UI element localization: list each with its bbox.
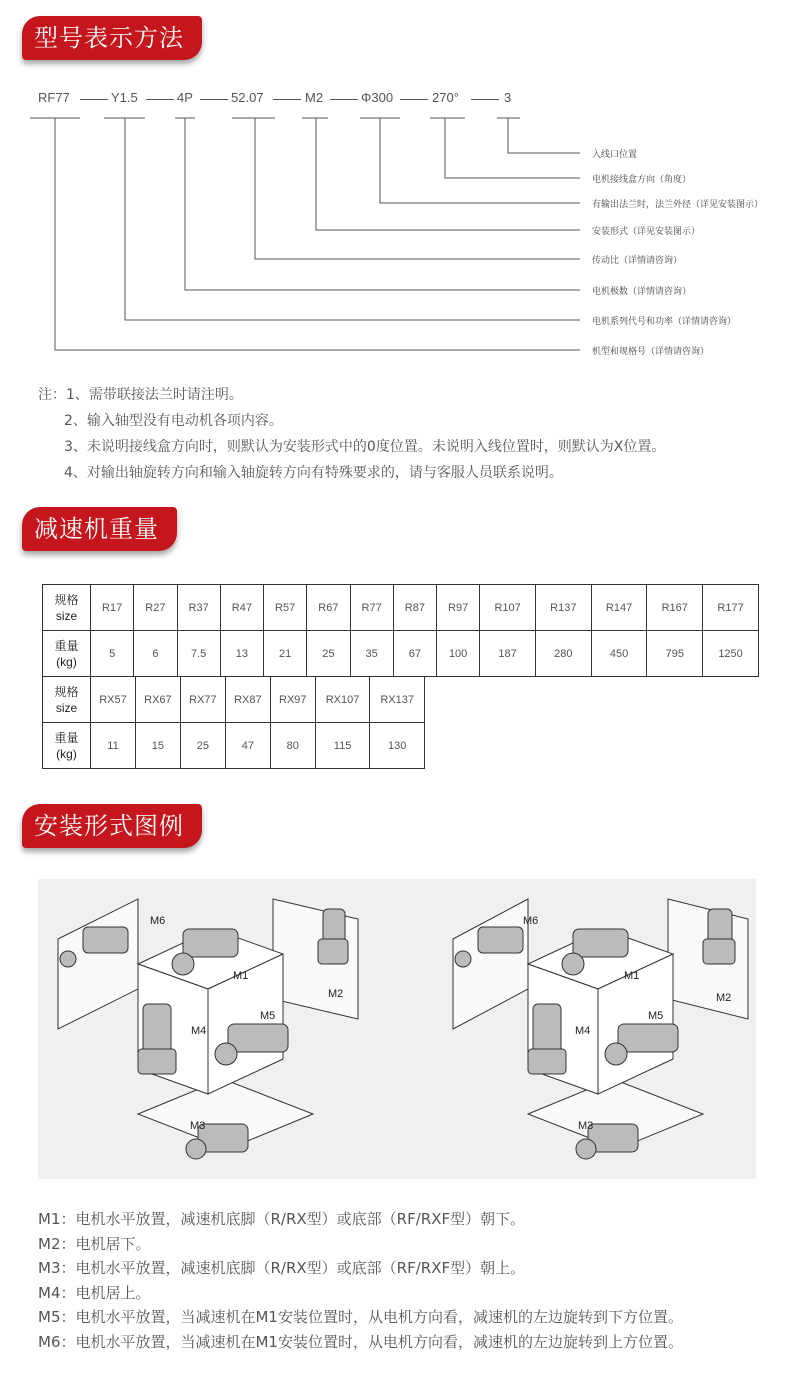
code-part-model: RF77 [38,90,70,105]
note-line: 4、对输出轴旋转方向和输入轴旋转方向有特殊要求的，请与客服人员联系说明。 [64,465,563,481]
size-cell: RX97 [270,677,315,723]
size-cell: R97 [437,585,480,631]
weight-cell: 100 [437,631,480,677]
mount-label-m6-right: M6 [523,915,539,927]
weight-header-en: (kg) [56,654,77,669]
weight-cell: 130 [370,723,425,769]
weight-cell: 80 [270,723,315,769]
weight-cell: 25 [307,631,350,677]
size-cell: R37 [177,585,220,631]
weight-header [43,723,91,769]
mount-label-m2-left: M2 [328,988,344,1000]
weight-cell: 11 [91,723,136,769]
install-illustration-panel [38,879,756,1179]
size-cell: R147 [591,585,647,631]
diagram-label-cable-entry: 入线口位置 [592,150,638,160]
mount-label-m4-left: M4 [191,1025,207,1037]
size-cell: R47 [220,585,263,631]
code-part-terminal-box: 270° [432,90,459,105]
mount-label-m6-left: M6 [150,915,166,927]
note-line: 2、输入轴型没有电动机各项内容。 [64,413,283,429]
section-title-model-code: 型号表示方法 [22,16,202,60]
diagram-label-motor-series: 电机系列代号和功率（详情请咨询） [592,317,737,327]
mount-note: M3：电机水平放置，减速机底脚（R/RX型）或底部（RF/RXF型）朝上。 [38,1259,526,1277]
weight-cell: 21 [264,631,307,677]
mount-label-m2-right: M2 [716,992,732,1004]
mount-label-m1-right: M1 [624,970,640,982]
weight-cell: 795 [647,631,703,677]
weight-row-1 [43,631,759,677]
size-cell: RX57 [91,677,136,723]
weight-cell: 115 [315,723,370,769]
mount-label-m5-right: M5 [648,1010,664,1022]
notes-block [38,382,665,486]
note-line: 注：1、需带联接法兰时请注明。 [38,387,243,403]
weight-header-cn: 重量 [54,730,79,745]
size-cell: R57 [264,585,307,631]
code-part-mounting: M2 [305,90,324,105]
weight-cell: 1250 [703,631,759,677]
weight-cell: 7.5 [177,631,220,677]
size-row-1 [43,585,759,631]
weight-table-rx [42,676,425,769]
diagram-label-poles: 电机极数（详情请咨询） [592,287,692,297]
mount-note: M4：电机居上。 [38,1283,151,1302]
size-header-cn: 规格 [54,592,79,607]
mount-label-m5-left: M5 [260,1010,276,1022]
code-part-cable-entry: 3 [504,90,512,105]
size-cell: R167 [647,585,703,631]
cube-left [58,899,358,1159]
size-cell: R27 [134,585,177,631]
diagram-label-mounting: 安装形式（详见安装图示） [592,227,701,237]
mount-note: M2：电机居下。 [38,1234,151,1253]
mount-label-m3-right: M3 [578,1120,594,1132]
size-cell: RX137 [370,677,425,723]
weight-cell: 13 [220,631,263,677]
size-cell: R177 [703,585,759,631]
code-part-poles: 4P [177,90,193,105]
size-header [43,677,91,723]
cube-right [453,899,748,1159]
weight-header-cn: 重量 [54,638,79,653]
size-header-en: size [55,608,78,623]
weight-cell: 25 [180,723,225,769]
diagram-label-flange: 有输出法兰时，法兰外径（详见安装图示） [592,200,764,210]
diagram-label-ratio: 传动比（详情请咨询） [592,256,683,266]
weight-cell: 187 [480,631,536,677]
weight-table [42,584,759,677]
code-part-ratio: 52.07 [231,90,264,105]
weight-cell: 47 [225,723,270,769]
code-part-flange: Φ300 [361,90,394,105]
note-line: 3、未说明接线盒方向时，则默认为安装形式中的0度位置。未说明入线位置时，则默认为X位置。 [64,439,666,455]
size-cell: R137 [535,585,591,631]
diagram-label-terminal-box: 电机接线盒方向（角度） [592,175,692,185]
weight-cell: 6 [134,631,177,677]
weight-cell: 5 [91,631,134,677]
size-cell: RX77 [180,677,225,723]
size-cell: RX107 [315,677,370,723]
weight-row-2 [43,723,425,769]
mount-notes [38,1207,683,1354]
mount-note: M5：电机水平放置，当减速机在M1安装位置时，从电机方向看，减速机的左边旋转到下方位置。 [38,1308,683,1326]
install-illustration [38,879,756,1179]
size-header-en: size [55,700,78,715]
code-part-motor-series: Y1.5 [111,90,138,105]
mount-label-m4-right: M4 [575,1025,591,1037]
mount-note: M1：电机水平放置，减速机底脚（R/RX型）或底部（RF/RXF型）朝下。 [38,1210,526,1228]
weight-header-en: (kg) [56,746,77,761]
size-cell: R87 [393,585,436,631]
mount-label-m1-left: M1 [233,970,249,982]
diagram-label-model: 机型和规格号（详情请咨询） [592,347,710,357]
size-cell: RX67 [135,677,180,723]
weight-cell: 67 [393,631,436,677]
weight-header [43,631,91,677]
weight-cell: 15 [135,723,180,769]
size-cell: R67 [307,585,350,631]
size-cell: RX87 [225,677,270,723]
weight-cell: 450 [591,631,647,677]
mount-label-m3-left: M3 [190,1120,206,1132]
weight-cell: 280 [535,631,591,677]
size-cell: R17 [91,585,134,631]
size-cell: R107 [480,585,536,631]
mount-note: M6：电机水平放置，当减速机在M1安装位置时，从电机方向看，减速机的左边旋转到上方位置。 [38,1332,683,1351]
section-title-install: 安装形式图例 [22,804,202,848]
size-cell: R77 [350,585,393,631]
size-header-cn: 规格 [54,684,79,699]
size-header [43,585,91,631]
weight-cell: 35 [350,631,393,677]
size-row-2 [43,677,425,723]
section-title-weight: 减速机重量 [22,507,177,551]
